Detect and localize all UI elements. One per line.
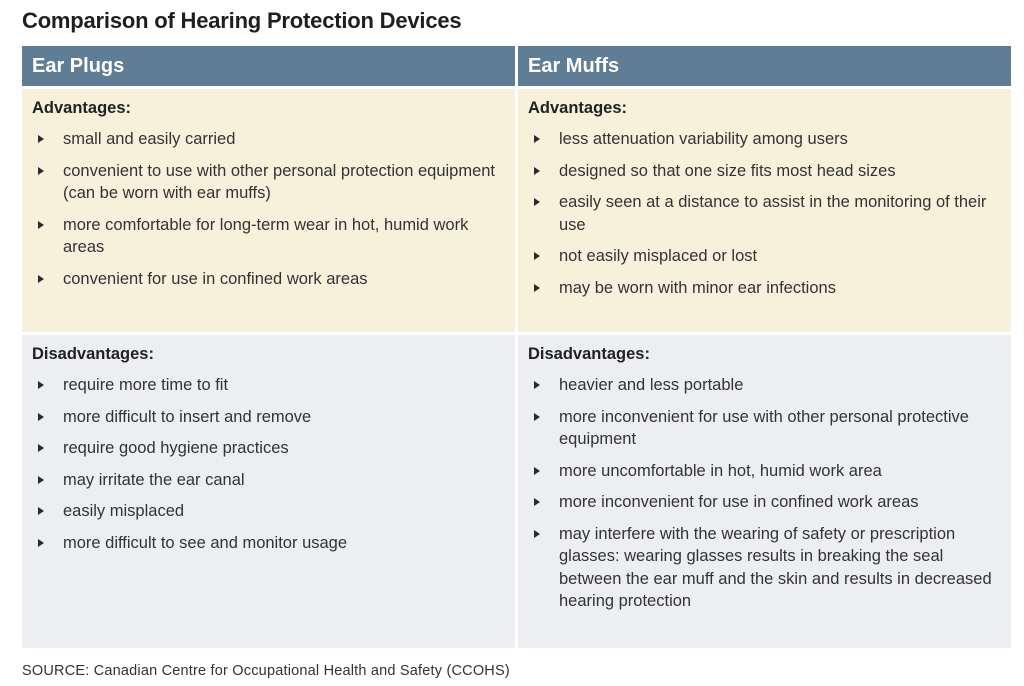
- page-title: Comparison of Hearing Protection Devices: [22, 8, 462, 33]
- list-item-text: easily misplaced: [63, 502, 185, 520]
- list-item: [32, 374, 499, 397]
- triangle-bullet-icon: [534, 198, 540, 206]
- triangle-bullet-icon: [38, 413, 44, 421]
- list-item: [32, 500, 499, 523]
- triangle-bullet-icon: [534, 284, 540, 292]
- triangle-bullet-icon: [534, 413, 540, 421]
- list-item-text: may be worn with minor ear infections: [559, 278, 836, 297]
- list-item: [528, 460, 995, 483]
- ear-muffs-advantages-heading: Advantages:: [528, 99, 628, 117]
- triangle-bullet-icon: [38, 507, 44, 515]
- triangle-bullet-icon: [534, 467, 540, 475]
- ear-plugs-advantages-cell: [22, 89, 515, 335]
- ear-muffs-advantages-cell: [518, 89, 1011, 335]
- list-item-text: convenient to use with other personal protection equipment (can be worn with ear muffs): [63, 161, 496, 202]
- list-item: [528, 160, 995, 183]
- list-item-text: more inconvenient for use in confined work areas: [559, 493, 919, 511]
- ear-plugs-advantages-list: [32, 128, 499, 290]
- triangle-bullet-icon: [38, 444, 44, 452]
- list-item-text: heavier and less portable: [559, 376, 744, 394]
- list-item-text: convenient for use in confined work areas: [63, 269, 368, 288]
- list-item: [528, 191, 995, 236]
- list-item-text: more comfortable for long-term wear in hot, humid work areas: [63, 215, 469, 256]
- ear-muffs-disadvantages-heading: Disadvantages:: [528, 345, 650, 363]
- list-item-text: more difficult to see and monitor usage: [63, 533, 348, 552]
- list-item: [32, 406, 499, 429]
- triangle-bullet-icon: [38, 221, 44, 229]
- triangle-bullet-icon: [534, 381, 540, 389]
- list-item-text: more inconvenient for use with other personal protective equipment: [559, 407, 969, 448]
- list-item: [528, 128, 995, 151]
- ear-muffs-disadvantages-list: [528, 374, 995, 613]
- column-header-ear-plugs: Ear Plugs: [22, 46, 515, 89]
- list-item: [32, 214, 499, 259]
- list-item-text: require good hygiene practices: [63, 439, 289, 457]
- list-item: [32, 469, 499, 492]
- list-item-text: more difficult to insert and remove: [63, 407, 312, 426]
- list-item-text: may interfere with the wearing of safety or prescription glasses: wearing glasses results in breaking the seal between the ear muff and the skin and results in decreased hearing protection: [559, 524, 992, 610]
- triangle-bullet-icon: [38, 539, 44, 547]
- triangle-bullet-icon: [38, 135, 44, 143]
- list-item: [528, 245, 995, 268]
- list-item-text: small and easily carried: [63, 130, 236, 148]
- list-item: [32, 160, 499, 205]
- list-item: [32, 437, 499, 460]
- list-item: [528, 523, 995, 613]
- list-item-text: designed so that one size fits most head sizes: [559, 161, 896, 180]
- list-item: [528, 406, 995, 451]
- triangle-bullet-icon: [38, 476, 44, 484]
- triangle-bullet-icon: [38, 167, 44, 175]
- list-item-text: easily seen at a distance to assist in the monitoring of their use: [559, 193, 987, 234]
- triangle-bullet-icon: [534, 252, 540, 260]
- ear-plugs-disadvantages-cell: [22, 335, 515, 648]
- list-item-text: not easily misplaced or lost: [559, 247, 758, 265]
- triangle-bullet-icon: [534, 498, 540, 506]
- list-item-text: less attenuation variability among users: [559, 130, 848, 148]
- triangle-bullet-icon: [534, 135, 540, 143]
- list-item: [32, 268, 499, 291]
- triangle-bullet-icon: [534, 530, 540, 538]
- source-note: SOURCE: Canadian Centre for Occupational Health and Safety (CCOHS): [22, 663, 510, 679]
- ear-plugs-disadvantages-heading: Disadvantages:: [32, 345, 154, 363]
- ear-plugs-disadvantages-list: [32, 374, 499, 554]
- triangle-bullet-icon: [38, 275, 44, 283]
- list-item: [528, 277, 995, 300]
- list-item-text: may irritate the ear canal: [63, 470, 245, 489]
- list-item: [528, 491, 995, 514]
- ear-plugs-advantages-heading: Advantages:: [32, 99, 132, 117]
- ear-muffs-advantages-list: [528, 128, 995, 299]
- triangle-bullet-icon: [38, 381, 44, 389]
- list-item: [528, 374, 995, 397]
- list-item: [32, 128, 499, 151]
- comparison-table: [22, 46, 1011, 651]
- ear-muffs-disadvantages-cell: [518, 335, 1011, 648]
- triangle-bullet-icon: [534, 167, 540, 175]
- list-item: [32, 532, 499, 555]
- column-header-ear-muffs: Ear Muffs: [518, 46, 1011, 89]
- list-item-text: require more time to fit: [63, 376, 229, 394]
- list-item-text: more uncomfortable in hot, humid work area: [559, 461, 882, 480]
